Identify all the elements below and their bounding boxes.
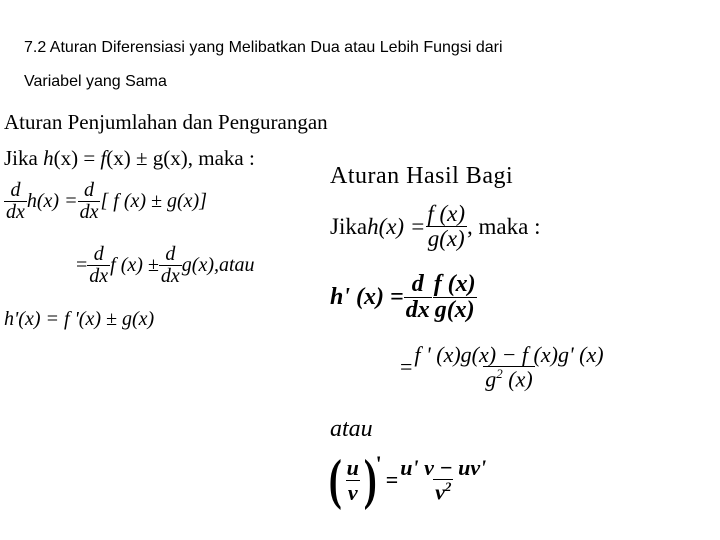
- g-x: g(x),: [181, 254, 219, 276]
- denominator-g: g(x): [427, 226, 465, 252]
- equals: =: [76, 254, 88, 276]
- quotient-rule-line4: [326, 449, 488, 511]
- dx-den: dx: [6, 201, 25, 223]
- quotient-rule-line3: [400, 343, 606, 391]
- d-num: d: [411, 271, 424, 297]
- derivative-operator: [87, 244, 110, 287]
- f-x-pm: f (x) ±: [110, 254, 159, 276]
- denominator-g: g(x): [434, 297, 475, 324]
- text-x-eq: (x) =: [53, 146, 101, 170]
- numerator-f: f (x): [427, 201, 466, 226]
- dx-den: dx: [79, 201, 99, 223]
- right-paren: ): [363, 449, 377, 511]
- lhs-h-x: h(x) =: [26, 190, 78, 212]
- text-f: f: [100, 146, 107, 170]
- derivative-operator: [159, 244, 182, 287]
- text-jika: Jika: [4, 146, 44, 170]
- quotient-formula: [412, 343, 605, 391]
- dx-den: dx: [160, 265, 180, 287]
- derivative-operator: [78, 180, 101, 223]
- sum-rule-title: Aturan Penjumlahan dan Pengurangan: [4, 110, 328, 134]
- prime-mark: ': [375, 451, 382, 476]
- heading-line1: 7.2 Aturan Diferensiasi yang Melibatkan Dua atau Lebih Fungsi dari: [24, 39, 503, 56]
- left-paren: (: [328, 449, 342, 511]
- d-num: d: [93, 243, 104, 265]
- derivative-operator: [4, 180, 27, 223]
- heading-line2: Variabel yang Sama: [24, 73, 167, 90]
- dx-den: dx: [89, 265, 109, 287]
- fraction-f-over-g: [432, 272, 478, 323]
- numerator-f: f (x): [433, 271, 476, 297]
- d-num: d: [10, 179, 21, 201]
- d-num: d: [84, 179, 95, 201]
- v-letter: v: [435, 479, 445, 505]
- denominator-v-squared: [433, 479, 453, 503]
- denominator-g-squared: [483, 366, 534, 390]
- atau-label: atau: [330, 416, 373, 442]
- equals: =: [400, 353, 413, 379]
- text-h: h: [43, 146, 54, 170]
- dx-den: dx: [405, 297, 430, 324]
- sum-rule-line1: [4, 146, 255, 171]
- text-maka: , maka :: [467, 213, 541, 239]
- x-arg: (x): [502, 366, 533, 392]
- g-letter: g: [485, 366, 497, 392]
- u-num: u: [346, 455, 359, 481]
- equals: =: [385, 467, 399, 492]
- fraction-f-over-g: [425, 202, 467, 251]
- numerator-uv: u' v − uv': [400, 455, 487, 481]
- fraction-u-over-v: [345, 456, 361, 503]
- derivative-operator: [404, 272, 432, 323]
- rhs-bracket: [ f (x) ± g(x)]: [100, 190, 207, 212]
- d-num: d: [165, 243, 176, 265]
- text-jika: Jika: [330, 213, 368, 239]
- quotient-rule-title: Aturan Hasil Bagi: [330, 163, 514, 189]
- numerator-formula: f ' (x)g(x) − f (x)g' (x): [414, 342, 604, 367]
- sum-rule-line4: h'(x) = f '(x) ± g(x): [4, 308, 155, 330]
- exponent-2: 2: [444, 479, 452, 495]
- sum-rule-line2: [4, 180, 207, 223]
- quotient-rule-line1: [330, 202, 541, 251]
- lhs-h-prime: h' (x) =: [330, 284, 404, 311]
- text-rest: (x) ± g(x), maka :: [106, 146, 255, 170]
- sum-rule-line3: [76, 244, 255, 287]
- v-den: v: [347, 479, 358, 505]
- exponent-2: 2: [496, 366, 503, 382]
- atau-text: atau: [219, 254, 255, 276]
- lhs-h-x: h(x) =: [367, 213, 426, 239]
- quotient-rule-line2: [330, 272, 478, 323]
- quotient-uv-formula: [398, 456, 488, 504]
